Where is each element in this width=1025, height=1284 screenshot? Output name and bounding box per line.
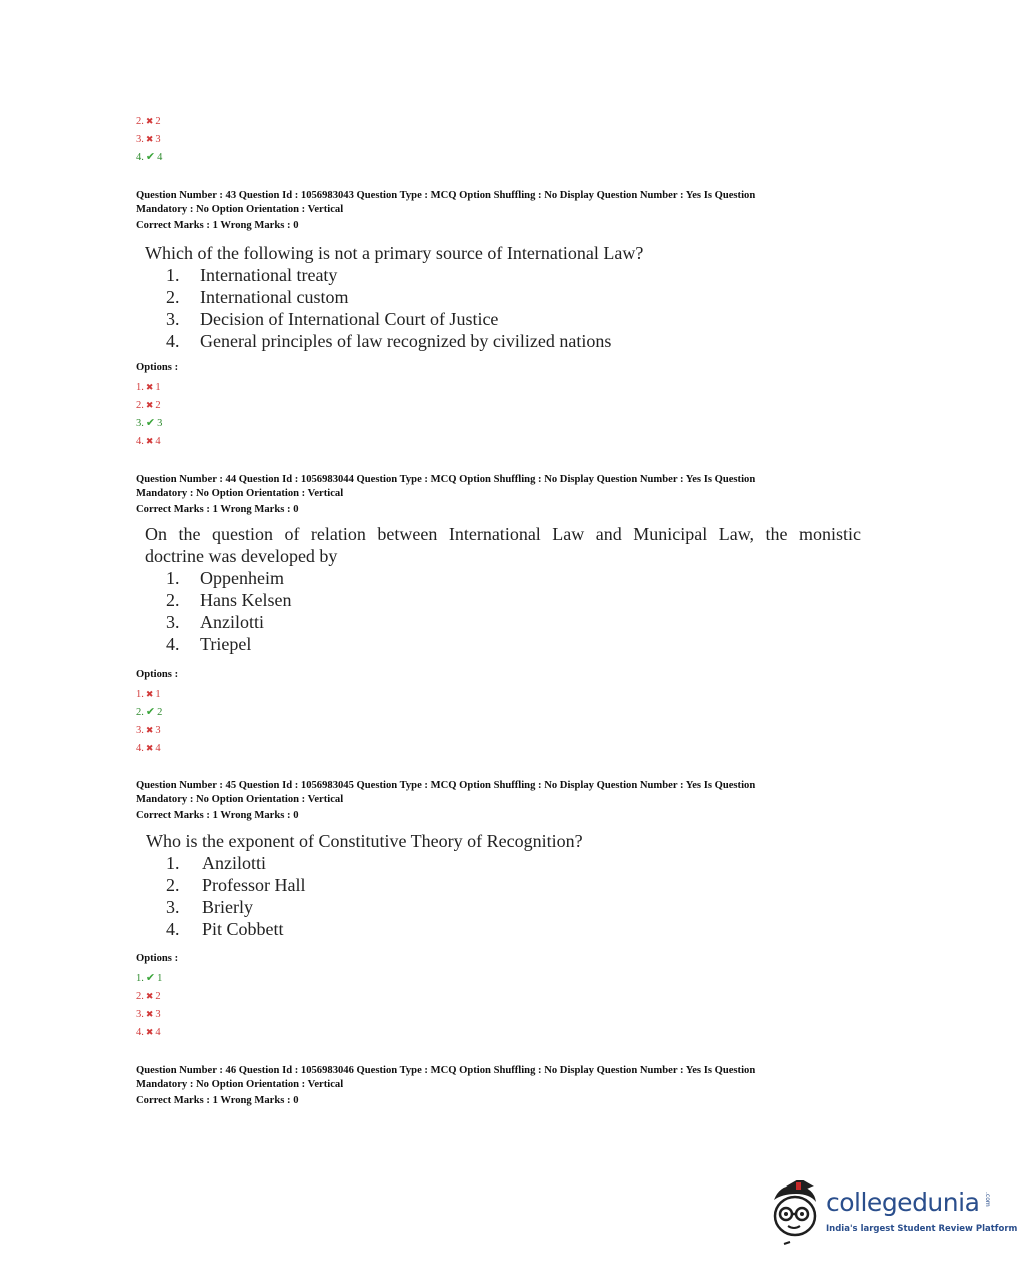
mascot-icon	[766, 1180, 826, 1250]
option-line: 2. ✔ 2	[136, 706, 163, 718]
question-text: Who is the exponent of Constitutive Theory of Recognition?	[146, 831, 583, 851]
cross-icon: ✖	[145, 116, 154, 126]
question-meta: Mandatory : No Option Orientation : Vertical	[136, 1079, 344, 1090]
option-line: 2. ✖ 2	[136, 116, 161, 127]
option-line: 1. ✖ 1	[136, 689, 161, 700]
answer-choice: 1. Oppenheim	[166, 568, 284, 588]
answer-choice: 3. Decision of International Court of Justice	[166, 309, 499, 329]
logo-domain-suffix: .com	[984, 1192, 991, 1207]
option-line: 1. ✖ 1	[136, 382, 161, 393]
question-marks: Correct Marks : 1 Wrong Marks : 0	[136, 810, 299, 821]
checkmark-icon: ✔	[145, 972, 156, 984]
answer-choice: 1. Anzilotti	[166, 853, 266, 873]
options-label: Options :	[136, 669, 179, 680]
option-line: 2. ✖ 2	[136, 991, 161, 1002]
cross-icon: ✖	[145, 725, 154, 735]
question-text: doctrine was developed by	[145, 546, 338, 566]
question-meta: Mandatory : No Option Orientation : Vertical	[136, 204, 344, 215]
question-meta: Mandatory : No Option Orientation : Vertical	[136, 488, 344, 499]
checkmark-icon: ✔	[145, 151, 156, 163]
option-line: 3. ✖ 3	[136, 1009, 161, 1020]
cross-icon: ✖	[145, 400, 154, 410]
checkmark-icon: ✔	[145, 706, 156, 718]
answer-choice: 2. Hans Kelsen	[166, 590, 292, 610]
question-meta: Question Number : 45 Question Id : 1056983045 Question Type : MCQ Option Shuffling : No Display Question Number : Yes Is Question	[136, 780, 756, 791]
answer-choice: 4. General principles of law recognized by civilized nations	[166, 331, 612, 351]
cross-icon: ✖	[145, 1027, 154, 1037]
cross-icon: ✖	[145, 689, 154, 699]
question-meta: Question Number : 46 Question Id : 1056983046 Question Type : MCQ Option Shuffling : No Display Question Number : Yes Is Question	[136, 1065, 756, 1076]
logo-wordmark: collegedunia	[826, 1188, 980, 1217]
answer-choice: 4. Pit Cobbett	[166, 919, 284, 939]
cross-icon: ✖	[145, 991, 154, 1001]
answer-choice: 2. International custom	[166, 287, 349, 307]
question-marks: Correct Marks : 1 Wrong Marks : 0	[136, 504, 299, 515]
checkmark-icon: ✔	[145, 417, 156, 429]
collegedunia-logo[interactable]	[766, 1180, 1018, 1250]
cross-icon: ✖	[145, 1009, 154, 1019]
question-marks: Correct Marks : 1 Wrong Marks : 0	[136, 1095, 299, 1106]
answer-choice: 1. International treaty	[166, 265, 338, 285]
option-line: 4. ✖ 4	[136, 436, 161, 447]
question-meta: Question Number : 43 Question Id : 1056983043 Question Type : MCQ Option Shuffling : No Display Question Number : Yes Is Question	[136, 190, 756, 201]
answer-choice: 4. Triepel	[166, 634, 252, 654]
option-line: 2. ✖ 2	[136, 400, 161, 411]
cross-icon: ✖	[145, 382, 154, 392]
option-line: 3. ✔ 3	[136, 417, 163, 429]
option-line: 4. ✔ 4	[136, 151, 163, 163]
option-line: 3. ✖ 3	[136, 134, 161, 145]
option-line: 3. ✖ 3	[136, 725, 161, 736]
question-text: Which of the following is not a primary source of International Law?	[145, 243, 644, 263]
question-meta: Mandatory : No Option Orientation : Vertical	[136, 794, 344, 805]
question-marks: Correct Marks : 1 Wrong Marks : 0	[136, 220, 299, 231]
answer-choice: 3. Anzilotti	[166, 612, 264, 632]
option-line: 4. ✖ 4	[136, 743, 161, 754]
options-label: Options :	[136, 953, 179, 964]
question-meta: Question Number : 44 Question Id : 1056983044 Question Type : MCQ Option Shuffling : No Display Question Number : Yes Is Question	[136, 474, 756, 485]
option-line: 4. ✖ 4	[136, 1027, 161, 1038]
option-line: 1. ✔ 1	[136, 972, 163, 984]
answer-choice: 3. Brierly	[166, 897, 253, 917]
options-label: Options :	[136, 362, 179, 373]
logo-tagline: India's largest Student Review Platform	[826, 1224, 1018, 1234]
question-text: On the question of relation between International Law and Municipal Law, the monistic	[145, 524, 861, 544]
cross-icon: ✖	[145, 743, 154, 753]
answer-choice: 2. Professor Hall	[166, 875, 306, 895]
cross-icon: ✖	[145, 436, 154, 446]
cross-icon: ✖	[145, 134, 154, 144]
